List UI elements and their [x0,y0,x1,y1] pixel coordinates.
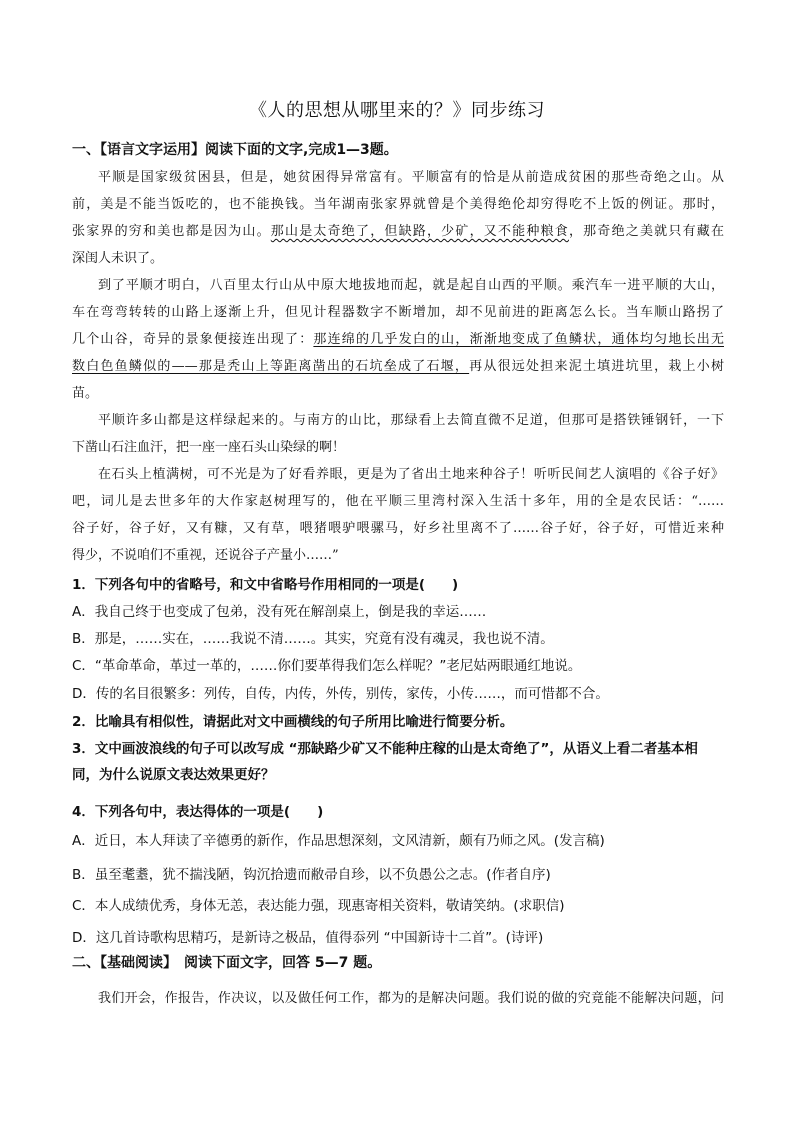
paragraph-1-line-2: 前，美是不能当饭吃的，也不能换钱。当年湖南张家界就曾是个美得绝伦却穷得吃不上饭的例证。那时， [72,197,724,212]
paragraph-3-line-1: 平顺许多山都是这样绿起来的。与南方的山比，那绿看上去简直微不足道，但那可是搭铁锤钢钎，一下 [98,413,724,428]
question-3-line-2: 同，为什么说原文表达效果更好？ [72,767,275,783]
wavy-underlined-sentence: 那山是太奇绝了，但缺路，少矿，又不能种粮食 [270,224,569,239]
paragraph-4-line-3: 谷子好，谷子好，又有糠，又有草，喂猪喂驴喂骡马，好乡社里离不了……谷子好，谷子好，可惜近来种 [72,521,724,536]
underlined-sentence-part-2: 数白色鱼鳞似的——那是秃山上等距离凿出的石坑垒成了石堰， [72,359,470,374]
section-heading-2: 二、【基础阅读】 阅读下面文字，回答 5—7 题。 [72,955,382,971]
question-4-option-d: D．这几首诗歌构思精巧，是新诗之极品，值得忝列 “中国新诗十二首”。(诗评) [72,930,544,946]
question-1-option-c: C．“革命革命，革过一革的，……你们要革得我们怎么样呢？”老尼姑两眼通红地说。 [72,658,582,674]
paragraph-1-text-end: ，那奇绝之美就只有藏在 [568,224,724,239]
paragraph-3-line-2: 下凿山石注血汗，把一座一座石头山染绿的啊！ [72,440,346,455]
paragraph-2-text-end: 再从很远处担来泥土填进坑里，栽上小树 [469,359,724,374]
underlined-sentence-part-1: 那连绵的几乎发白的山，渐渐地变成了鱼鳞状，通体均匀地长出无 [313,332,724,347]
paragraph-1-line-3 [72,220,724,239]
question-1-option-b: B．那是，……实在，……我说不清……。其实，究竟有没有魂灵，我也说不清。 [72,631,554,647]
paragraph-4-line-2: 吧，词儿是去世多年的大作家赵树理写的，他在平顺三里湾村深入生活十多年，用的全是农民话：“…… [72,494,724,509]
paragraph-2-text: 几个山谷，奇异的景象便接连出现了： [72,332,314,347]
paragraph-1-text: 张家界的穷和美也都是因为山。 [72,224,271,239]
question-1-stem: 1．下列各句中的省略号，和文中省略号作用相同的一项是( ) [72,577,459,593]
question-2: 2．比喻具有相似性，请据此对文中画横线的句子所用比喻进行简要分析。 [72,714,514,730]
paragraph-2-line-3 [72,328,724,347]
question-1-option-a: A．我自己终于也变成了包弟，没有死在解剖桌上，倒是我的幸运…… [72,604,487,620]
paragraph-4-line-1: 在石头上植满树，可不光是为了好看养眼，更是为了省出土地来种谷子！听听民间艺人演唱的《谷子好》 [98,467,724,482]
question-4-stem: 4．下列各句中，表达得体的一项是( ) [72,804,324,820]
question-4-option-b: B．虽至耄耋，犹不揣浅陋，钩沉拾遗而敝帚自珍，以不负愚公之志。(作者自序) [72,867,551,883]
question-1-option-d: D．传的名目很繁多：列传，自传，内传，外传，别传，家传，小传……，而可惜都不合。 [72,686,609,702]
question-3-line-1: 3．文中画波浪线的句子可以改写成 “那缺路少矿又不能种庄稼的山是太奇绝了”，从语义上看二者基本相 [72,741,698,757]
section-heading-1: 一、【语言文字运用】阅读下面的文字,完成1—3题。 [72,142,398,158]
paragraph-2-line-4 [72,355,724,374]
paragraph-2-line-1: 到了平顺才明白，八百里太行山从中原大地拔地而起，就是起自山西的平顺。乘汽车一进平顺的大山， [98,278,724,293]
paragraph-5-line-1: 我们开会，作报告，作决议，以及做任何工作，都为的是解决问题。我们说的做的究竟能不能解决问题，问 [98,991,724,1006]
paragraph-2-line-5: 苗。 [72,386,99,401]
question-4-option-c: C．本人成绩优秀，身体无恙，表达能力强，现惠寄相关资料，敬请笑纳。(求职信) [72,898,565,914]
question-4-option-a: A．近日，本人拜读了辛德勇的新作，作品思想深刻，文风清新，颇有乃师之风。(发言稿) [72,833,605,849]
paragraph-4-line-4: 得少，不说咱们不重视，还说谷子产量小……” [72,548,339,563]
paragraph-2-line-2: 车在弯弯转转的山路上逐渐上升，但见计程器数字不断增加，却不见前进的距离怎么长。当车顺山路拐了 [72,305,724,320]
paragraph-1-line-1: 平顺是国家级贫困县，但是，她贫困得异常富有。平顺富有的恰是从前造成贫困的那些奇绝之山。从 [98,170,724,185]
paragraph-1-line-4: 深闺人未识了。 [72,251,164,266]
page-title: 《人的思想从哪里来的？》同步练习 [249,100,545,121]
